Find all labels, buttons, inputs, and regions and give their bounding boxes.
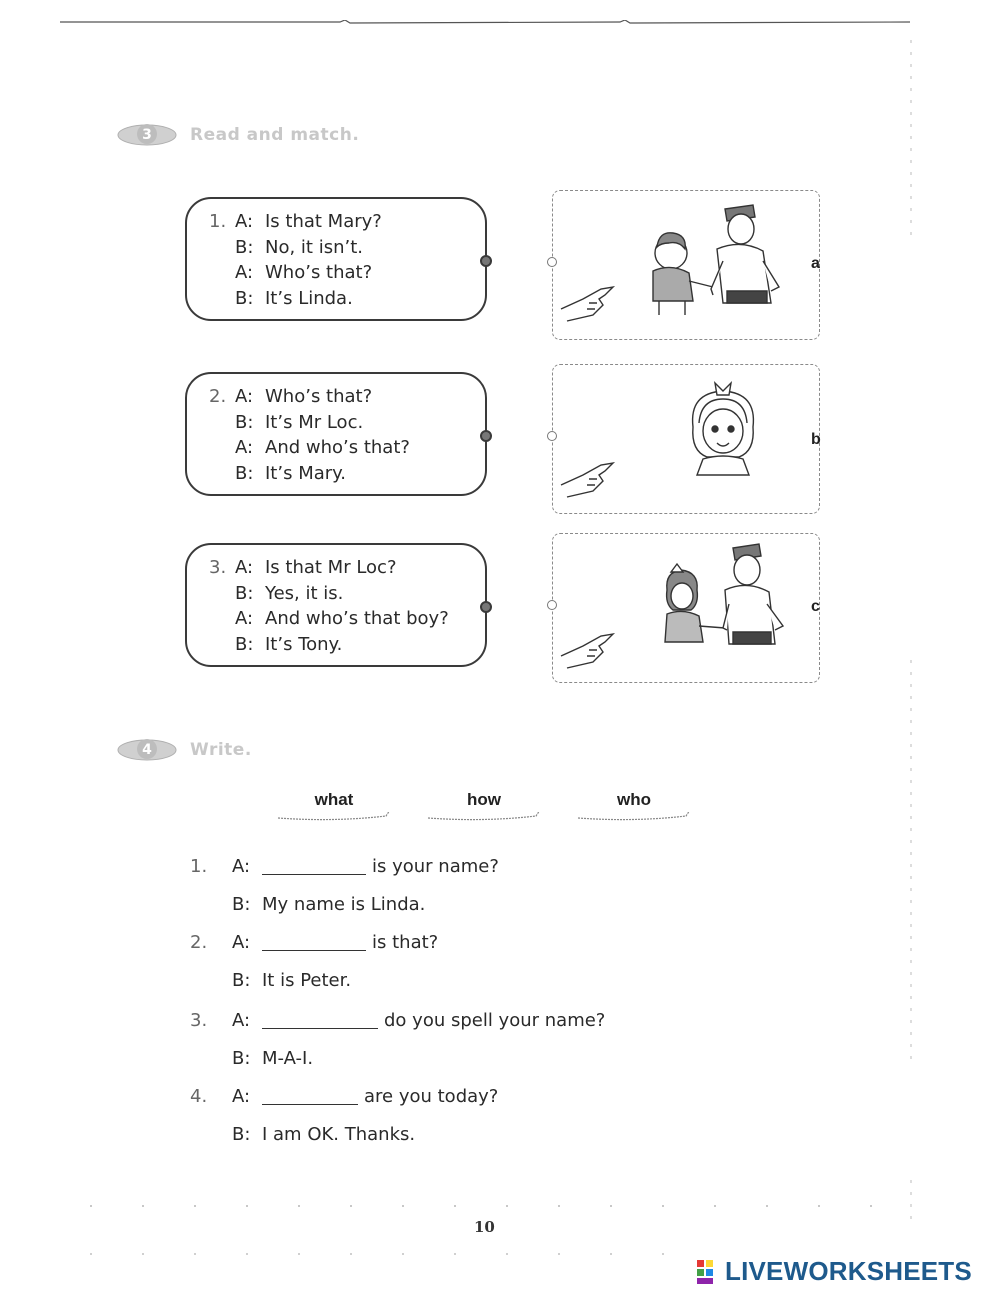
dialogue-line bbox=[187, 260, 485, 286]
picture-box-b[interactable] bbox=[552, 364, 820, 514]
dialogue-text: And who’s that? bbox=[265, 437, 410, 458]
question-text: do you spell your name? bbox=[384, 1010, 606, 1031]
picture-letter: c bbox=[811, 598, 820, 615]
exercise-3-title: Read and match. bbox=[190, 125, 360, 145]
speaker-label: A: bbox=[235, 386, 254, 407]
dialogue-text: It’s Linda. bbox=[265, 287, 353, 309]
speaker-label: A: bbox=[235, 608, 254, 629]
dialogue-box-2[interactable] bbox=[185, 372, 487, 496]
dialogue-line bbox=[187, 410, 485, 436]
girl-illustration-icon bbox=[553, 365, 821, 515]
word-bank-item[interactable]: what bbox=[314, 790, 354, 809]
item-number: 3. bbox=[190, 1010, 208, 1031]
dialogue-number: 1. bbox=[209, 211, 227, 232]
write-item-1-a bbox=[190, 856, 499, 877]
answer-text: M-A-I. bbox=[262, 1048, 314, 1069]
top-border-line bbox=[60, 20, 910, 24]
question-text: is your name? bbox=[372, 856, 499, 877]
answer-blank[interactable] bbox=[262, 1010, 378, 1029]
dialogue-text: Who’s that? bbox=[265, 262, 373, 283]
dialogue-box-1[interactable] bbox=[185, 197, 487, 321]
write-item-2-a bbox=[190, 932, 438, 953]
word-underline bbox=[426, 812, 542, 822]
speaker-label: B: bbox=[235, 462, 254, 484]
exercise-3-number: 3 bbox=[142, 127, 152, 143]
dialogue-line bbox=[187, 632, 485, 658]
dialogue-line bbox=[187, 606, 485, 632]
picture-letter: a bbox=[811, 255, 820, 272]
dialogue-text: Is that Mr Loc? bbox=[265, 557, 397, 578]
speaker-label: A: bbox=[235, 262, 254, 283]
speaker-label: A: bbox=[235, 211, 254, 232]
liveworksheets-logo[interactable] bbox=[696, 1256, 972, 1287]
word-underline bbox=[276, 812, 392, 822]
write-item-4-b bbox=[232, 1124, 415, 1145]
answer-blank[interactable] bbox=[262, 1086, 358, 1105]
right-edge-marks bbox=[908, 40, 914, 1220]
speaker-label: A: bbox=[235, 437, 254, 458]
picture-box-a[interactable] bbox=[552, 190, 820, 340]
dialogue-line bbox=[187, 384, 485, 410]
dialogue-text: No, it isn’t. bbox=[265, 236, 363, 258]
word-bank-item[interactable]: how bbox=[467, 790, 501, 809]
match-dot[interactable] bbox=[480, 255, 492, 267]
footer-dots-top bbox=[90, 1204, 890, 1208]
speaker-label: B: bbox=[235, 633, 254, 655]
write-item-1-b bbox=[232, 894, 425, 915]
answer-text: My name is Linda. bbox=[262, 894, 426, 915]
item-number: 1. bbox=[190, 856, 208, 877]
dialogue-line bbox=[187, 235, 485, 261]
picture-letter: b bbox=[811, 431, 821, 448]
write-item-4-a bbox=[190, 1086, 498, 1107]
write-item-3-a bbox=[190, 1010, 605, 1031]
speaker-label: B: bbox=[232, 1048, 251, 1069]
speaker-label: B: bbox=[235, 236, 254, 258]
dialogue-text: It’s Tony. bbox=[265, 633, 343, 655]
write-item-2-b bbox=[232, 970, 351, 991]
picture-box-c[interactable] bbox=[552, 533, 820, 683]
dialogue-text: It’s Mr Loc. bbox=[265, 411, 364, 433]
answer-blank[interactable] bbox=[262, 856, 366, 875]
dialogue-text: Is that Mary? bbox=[265, 211, 382, 232]
speaker-label: A: bbox=[232, 1010, 251, 1031]
dialogue-line bbox=[187, 435, 485, 461]
speaker-label: B: bbox=[235, 582, 254, 604]
write-item-3-b bbox=[232, 1048, 313, 1069]
question-text: is that? bbox=[372, 932, 439, 953]
speaker-label: A: bbox=[232, 1086, 251, 1107]
dialogue-text: It’s Mary. bbox=[265, 462, 346, 484]
speaker-label: B: bbox=[232, 970, 251, 991]
dialogue-box-3[interactable] bbox=[185, 543, 487, 667]
exercise-4-header bbox=[116, 737, 252, 763]
dialogue-number: 3. bbox=[209, 557, 227, 578]
speaker-label: A: bbox=[235, 557, 254, 578]
speaker-label: A: bbox=[232, 856, 251, 877]
dialogue-line bbox=[187, 581, 485, 607]
dialogue-text: Who’s that? bbox=[265, 386, 373, 407]
dialogue-text: And who’s that boy? bbox=[265, 608, 449, 629]
dialogue-line bbox=[187, 286, 485, 312]
exercise-3-header bbox=[116, 122, 359, 148]
match-dot[interactable] bbox=[480, 601, 492, 613]
answer-blank[interactable] bbox=[262, 932, 366, 951]
exercise-number-badge-icon bbox=[116, 122, 178, 148]
speaker-label: B: bbox=[232, 894, 251, 915]
dialogue-text: Yes, it is. bbox=[265, 582, 344, 604]
dialogue-line bbox=[187, 461, 485, 487]
item-number: 2. bbox=[190, 932, 208, 953]
item-number: 4. bbox=[190, 1086, 208, 1107]
speaker-label: B: bbox=[235, 411, 254, 433]
man-and-boy-illustration-icon bbox=[553, 191, 821, 341]
word-underline bbox=[576, 812, 692, 822]
match-dot[interactable] bbox=[480, 430, 492, 442]
brand-name: LIVEWORKSHEETS bbox=[725, 1256, 972, 1286]
page-number: 10 bbox=[474, 1218, 495, 1236]
exercise-4-title: Write. bbox=[190, 740, 252, 760]
exercise-number-badge-icon bbox=[116, 737, 178, 763]
answer-text: I am OK. Thanks. bbox=[262, 1124, 416, 1145]
exercise-4-number: 4 bbox=[142, 742, 152, 758]
dialogue-number: 2. bbox=[209, 386, 227, 407]
word-bank-item[interactable]: who bbox=[617, 790, 651, 809]
question-text: are you today? bbox=[364, 1086, 499, 1107]
liveworksheets-logo-icon bbox=[696, 1259, 722, 1285]
dialogue-line bbox=[187, 209, 485, 235]
speaker-label: A: bbox=[232, 932, 251, 953]
answer-text: It is Peter. bbox=[262, 970, 352, 991]
man-and-girl-illustration-icon bbox=[553, 534, 821, 684]
dialogue-line bbox=[187, 555, 485, 581]
speaker-label: B: bbox=[235, 287, 254, 309]
speaker-label: B: bbox=[232, 1124, 251, 1145]
